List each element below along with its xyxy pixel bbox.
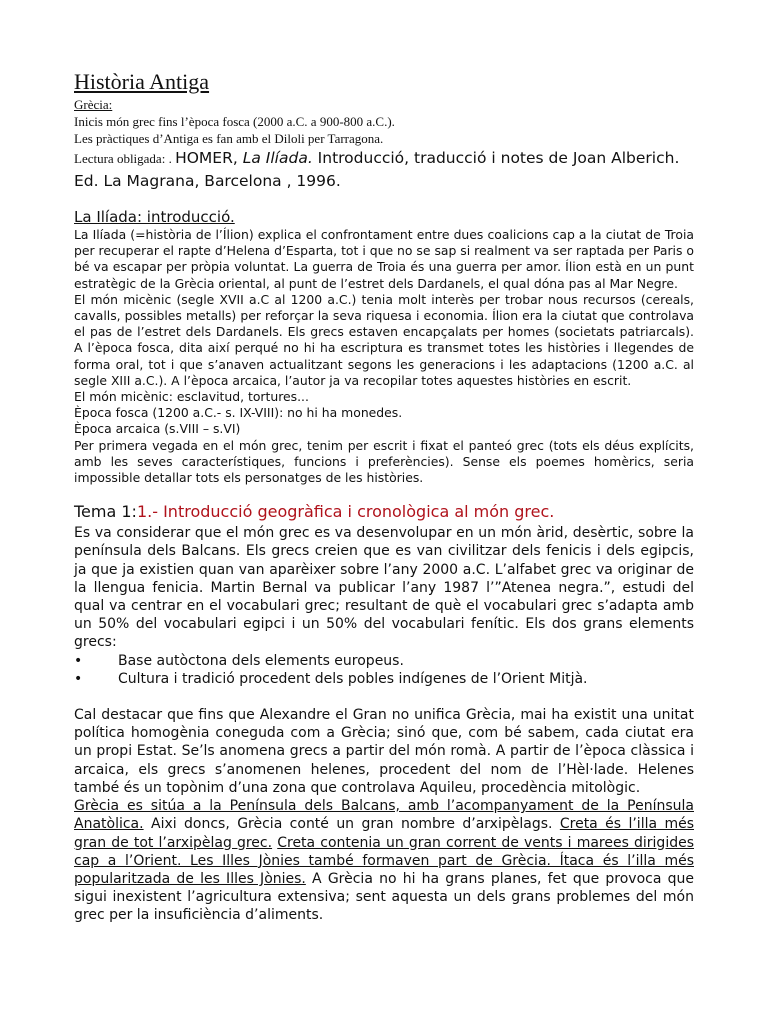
bullet-icon: • bbox=[74, 652, 83, 669]
iliada-paragraph-1: La Ilíada (=història de l’Ílion) explica el confrontament entre dues coalicions cap a la ciutat de Troia per recuperar el rapte d’Helena d’Esparta, tot i que no se sap si realment va ser raptada per Paris o bé va escapar per pròpia voluntat. La guerra de Troia és una guerra per amor. Ílion està en un punt estratègic de la Grècia oriental, al punt de l’estret dels Dardanels, el qual dóna pas al Mar Negre. bbox=[74, 227, 694, 291]
reading-author: HOMER, bbox=[175, 149, 243, 167]
document-title: Història Antiga bbox=[74, 69, 210, 94]
list-item: • Cultura i tradició procedent dels pobles indígenes de l’Orient Mitjà. bbox=[74, 670, 588, 687]
tema-1-heading bbox=[74, 500, 694, 524]
greek-elements-list bbox=[74, 652, 694, 688]
intro-line-1: Inicis món grec fins l’època fosca (2000 a.C. a 900-800 a.C.). bbox=[74, 114, 395, 129]
list-item: • Base autòctona dels elements europeus. bbox=[74, 652, 404, 669]
tema-1-paragraph-2: Cal destacar que fins que Alexandre el Gran no unifica Grècia, mai ha existit una unitat política homogènia coneguda com a Grècia; sinó que, com bé sabem, cada ciutat era un propi Estat. Se’ls anomena grecs a partir del món romà. A partir de l’època clàssica i arcaica, els grecs s’anomenen helenes, procedent del nom de l’Hèl·lade. Helenes també és un topònim d’una zona que controlava Aquileu, procedència mitològic. bbox=[74, 707, 694, 796]
tema-1-paragraph-1: Es va considerar que el món grec es va desenvolupar en un món àrid, desèrtic, sobre la península dels Balcans. Els grecs creien que es van civilitzar dels fenicis i dels egipcis, ja que ja existien quan van aparèixer sobre l’any 2000 a.C. L’alfabet grec va originar de la llengua fenicia. Martin Bernal va publicar l’any 1987 l’”Atenea negra.”, estudi del qual va centrar en el vocabulari grec; resultant de què el vocabulari grec s’adapta amb un 50% del vocabulari egipci i un 50% del vocabulari fenític. Els dos grans elements grecs: bbox=[74, 525, 694, 651]
iliada-line-micenic: El món micènic: esclavitud, tortures... bbox=[74, 389, 309, 405]
underlined-text: Grècia es sitúa a la Península dels Balcans, amb l’acompanyament de la Península Anatòlica. bbox=[74, 798, 694, 833]
reading-label: Lectura obligada: . bbox=[74, 151, 176, 166]
document-page bbox=[74, 68, 694, 925]
required-reading bbox=[74, 147, 694, 193]
iliada-paragraph-3: Per primera vegada en el món grec, tenim per escrit i fixat el panteó grec (tots els déus explícits, amb les seves característiques, funcions i preferències). Sense els poemes homèrics, seria impossible detallar tots els personatges de les històries. bbox=[74, 437, 694, 486]
tema-1-paragraph-3: Grècia es sitúa a la Península dels Balcans, amb l’acompanyament de la Península Anatòlica. Aixi doncs, Grècia conté un gran nombre d’arxipèlags. Creta és l’illa més gran de tot l’arxipèlag grec. Creta contenia un gran corrent de vents i marees dirigides cap a l’Orient. Les Illes Jònies també formaven part de Grècia. Ítaca és l’illa més popularitzada de les Illes Jònies. A Grècia no hi ha grans planes, fet que provoca que sigui inexistent l’agricultura extensiva; sent aquesta un dels grans problemes del món grec per la insuficiència d’aliments. bbox=[74, 798, 695, 924]
iliada-line-arcaica: Època arcaica (s.VIII – s.VI) bbox=[74, 421, 241, 437]
iliada-line-fosca: Època fosca (1200 a.C.- s. IX-VIII): no hi ha monedes. bbox=[74, 405, 403, 421]
reading-details: Introducció, traducció i notes de Joan Alberich. Ed. La Magrana, Barcelona , 1996. bbox=[74, 149, 680, 190]
reading-work: La Ilíada. bbox=[242, 149, 313, 167]
intro-line-2: Les pràctiques d’Antiga es fan amb el Diloli per Tarragona. bbox=[74, 131, 384, 146]
bullet-icon: • bbox=[74, 670, 83, 687]
tema-1-title: 1.- Introducció geogràfica i cronològica al món grec. bbox=[136, 502, 555, 522]
underlined-text: Creta contenia un gran corrent de vents i marees dirigides cap a l’Orient. Les Illes Jònies també formaven part de Grècia. Ítaca és l’illa més popularitzada de les Illes Jònies. bbox=[74, 834, 695, 887]
section-heading-iliada: La Ilíada: introducció. bbox=[74, 208, 235, 226]
underlined-text: Creta és l’illa més gran de tot l’arxipèlag grec. bbox=[74, 816, 695, 851]
tema-1-prefix: Tema 1: bbox=[74, 502, 137, 522]
iliada-paragraph-2: El món micènic (segle XVII a.C al 1200 a.C.) tenia molt interès per trobar nous recursos (cereals, cavalls, possibles metalls) per reforçar la seva riquesa i economia. Ílion era la ciutat que controlava el pas de l’estret dels Dardanels. Els grecs estaven encapçalats per homes (societats patriarcals). A l’època fosca, dita així perqué no hi ha escriptura es transmet totes les històries i llegendes de forma oral, tot i que s’anaven actualitzant segons les generacions i les adaptacions (1200 a.C. al segle XIII a.C.). A l’època arcaica, l’autor ja va recopilar totes aquestes històries en escrit. bbox=[74, 291, 694, 388]
subtitle-grecia: Grècia: bbox=[74, 97, 113, 112]
